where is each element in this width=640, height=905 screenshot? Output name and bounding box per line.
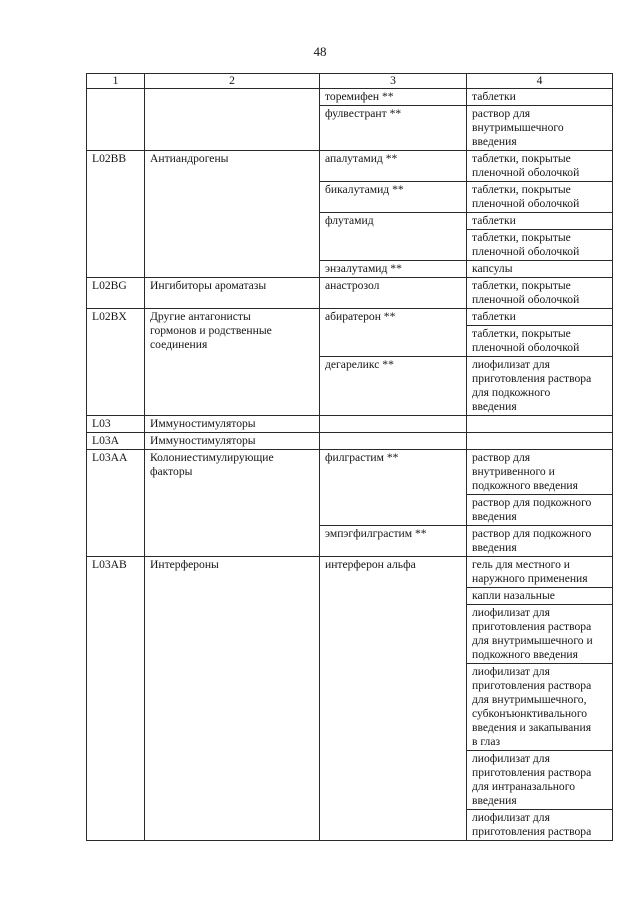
drug-name: интерферон альфа [320, 557, 467, 841]
group-code: L02BX [87, 309, 145, 416]
group-name: Антиандрогены [145, 151, 320, 278]
drug-name: торемифен ** [320, 89, 467, 106]
dosage-form: раствор для внутривенного и подкожного введения [467, 450, 613, 495]
group-name: Иммуностимуляторы [145, 433, 320, 450]
dosage-form: лиофилизат для приготовления раствора для внутримышечного, субконъюнктивального введения и закапывания в глаз [467, 664, 613, 751]
group-name: Иммуностимуляторы [145, 416, 320, 433]
drug-name: бикалутамид ** [320, 182, 467, 213]
header-col-2: 2 [145, 74, 320, 89]
group-name: Ингибиторы ароматазы [145, 278, 320, 309]
dosage-form: таблетки, покрытые пленочной оболочкой [467, 230, 613, 261]
group-name: Интерфероны [145, 557, 320, 841]
table-row [87, 309, 613, 326]
header-col-3: 3 [320, 74, 467, 89]
drug-name [320, 433, 467, 450]
table-row [87, 433, 613, 450]
group-name: Колониестимулирующие факторы [145, 450, 320, 557]
header-col-4: 4 [467, 74, 613, 89]
drug-name: эмпэгфилграстим ** [320, 526, 467, 557]
drug-name: апалутамид ** [320, 151, 467, 182]
dosage-form: таблетки, покрытые пленочной оболочкой [467, 278, 613, 309]
table-row [87, 416, 613, 433]
drug-name: флутамид [320, 213, 467, 261]
dosage-form: таблетки [467, 213, 613, 230]
drug-name: энзалутамид ** [320, 261, 467, 278]
dosage-form: таблетки [467, 89, 613, 106]
drug-name: дегареликс ** [320, 357, 467, 416]
drug-name: филграстим ** [320, 450, 467, 526]
table-row [87, 557, 613, 588]
drug-name [320, 416, 467, 433]
dosage-form: лиофилизат для приготовления раствора для подкожного введения [467, 357, 613, 416]
drug-name: абиратерон ** [320, 309, 467, 357]
dosage-form: лиофилизат для приготовления раствора для интраназального введения [467, 751, 613, 810]
group-code: L03A [87, 433, 145, 450]
dosage-form: лиофилизат для приготовления раствора для внутримышечного и подкожного введения [467, 605, 613, 664]
drug-table [86, 73, 613, 841]
table-row [87, 450, 613, 495]
dosage-form: таблетки, покрытые пленочной оболочкой [467, 326, 613, 357]
group-code: L02BB [87, 151, 145, 278]
table-row [87, 151, 613, 182]
drug-name: анастрозол [320, 278, 467, 309]
drug-name: фулвестрант ** [320, 106, 467, 151]
dosage-form: таблетки [467, 309, 613, 326]
dosage-form: гель для местного и наружного применения [467, 557, 613, 588]
table-row [87, 278, 613, 309]
group-code: L02BG [87, 278, 145, 309]
group-code [87, 89, 145, 151]
dosage-form [467, 416, 613, 433]
dosage-form: раствор для внутримышечного введения [467, 106, 613, 151]
group-name: Другие антагонисты гормонов и родственные соединения [145, 309, 320, 416]
group-code: L03AA [87, 450, 145, 557]
dosage-form: таблетки, покрытые пленочной оболочкой [467, 182, 613, 213]
group-name [145, 89, 320, 151]
dosage-form: раствор для подкожного введения [467, 526, 613, 557]
page-number: 48 [313, 44, 327, 59]
dosage-form: капсулы [467, 261, 613, 278]
group-code: L03AB [87, 557, 145, 841]
dosage-form: раствор для подкожного введения [467, 495, 613, 526]
table-row [87, 89, 613, 106]
group-code: L03 [87, 416, 145, 433]
dosage-form [467, 433, 613, 450]
dosage-form: капли назальные [467, 588, 613, 605]
table-header-row [87, 74, 613, 89]
dosage-form: таблетки, покрытые пленочной оболочкой [467, 151, 613, 182]
header-col-1: 1 [87, 74, 145, 89]
dosage-form: лиофилизат для приготовления раствора [467, 810, 613, 841]
